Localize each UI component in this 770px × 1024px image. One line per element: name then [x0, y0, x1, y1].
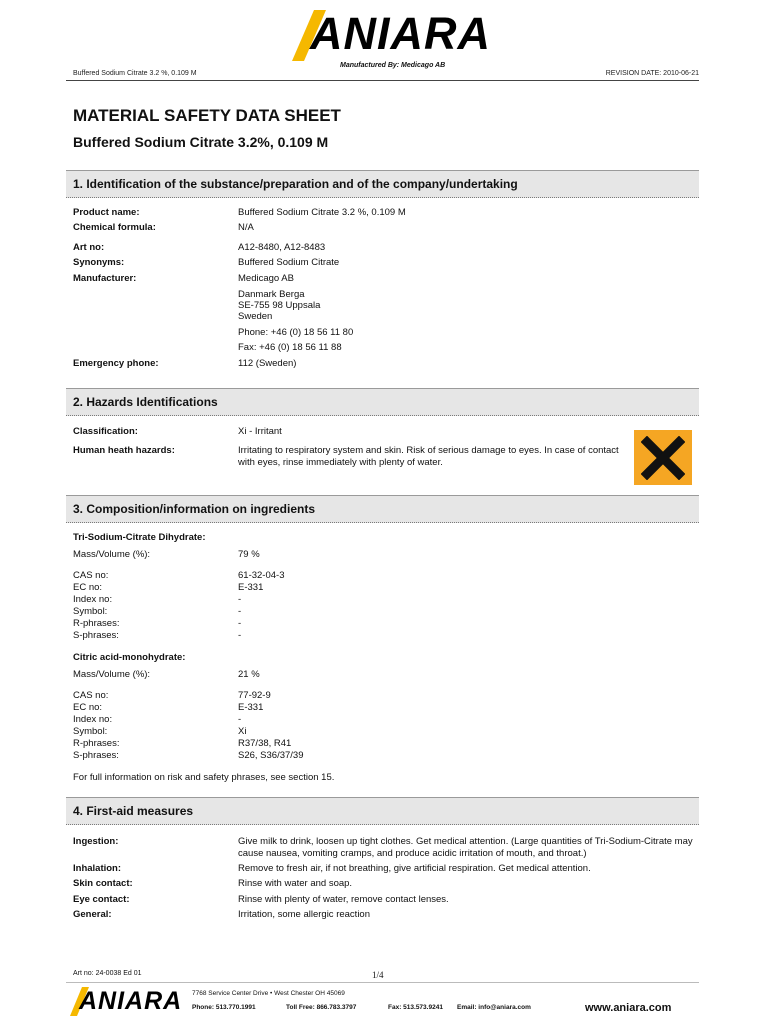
- ingredient-1-mass-label: Mass/Volume (%):: [73, 549, 151, 560]
- header-revision-date: REVISION DATE: 2010-06-21: [605, 70, 699, 77]
- manufacturer-label: Manufacturer:: [73, 273, 137, 284]
- ingredient-1-s-value: -: [238, 630, 242, 641]
- section-2-heading: 2. Hazards Identifications: [73, 395, 218, 409]
- section-4-heading: 4. First-aid measures: [73, 804, 194, 818]
- skin-contact-label: Skin contact:: [73, 878, 133, 889]
- human-health-value: Irritating to respiratory system and skin. Risk of serious damage to eyes. In case of contact with eyes, rinse immediately with plenty of water.: [238, 445, 619, 468]
- product-name-value: Buffered Sodium Citrate 3.2 %, 0.109 M: [238, 207, 406, 218]
- ingredient-2-index-value: -: [238, 714, 242, 725]
- footer-website[interactable]: www.aniara.com: [585, 1002, 672, 1014]
- header-divider: [66, 80, 699, 81]
- footer-phone: Phone: 513.770.1991: [192, 1004, 256, 1011]
- ingredient-2-ec-label: EC no:: [73, 702, 103, 713]
- page-title: MATERIAL SAFETY DATA SHEET: [73, 106, 341, 125]
- ingredient-1-index-label: Index no:: [73, 594, 113, 605]
- ingredient-1-cas-label: CAS no:: [73, 570, 109, 581]
- ingredient-1-ec-label: EC no:: [73, 582, 103, 593]
- ingredient-1-index-value: -: [238, 594, 242, 605]
- footer-art-no: Art no: 24-0038 Ed 01: [73, 970, 142, 977]
- ingredient-2-r-value: R37/38, R41: [238, 738, 292, 749]
- ingredient-2-cas-value: 77-92-9: [238, 690, 271, 701]
- eye-contact-value: Rinse with plenty of water, remove contact lenses.: [238, 894, 449, 905]
- page-subtitle: Buffered Sodium Citrate 3.2%, 0.109 M: [73, 134, 329, 150]
- emergency-phone-label: Emergency phone:: [73, 358, 159, 369]
- manufacturer-name: Medicago AB: [238, 273, 294, 284]
- footer-divider: [66, 982, 699, 983]
- footer-address: 7768 Service Center Drive • West Chester OH 45069: [192, 990, 345, 997]
- general-label: General:: [73, 909, 112, 920]
- ingredient-1-s-label: S-phrases:: [73, 630, 119, 641]
- ingredient-2-name: Citric acid-monohydrate:: [73, 652, 186, 663]
- manufacturer-address-1: Danmark Berga: [238, 289, 305, 300]
- section-4-header: [66, 797, 699, 825]
- skin-contact-value: Rinse with water and soap.: [238, 878, 353, 889]
- header-logo: [288, 6, 498, 62]
- general-value: Irritation, some allergic reaction: [238, 909, 370, 920]
- section-3-heading: 3. Composition/information on ingredients: [73, 502, 315, 516]
- irritant-x-icon: [634, 430, 692, 485]
- manufacturer-phone: Phone: +46 (0) 18 56 11 80: [238, 327, 354, 338]
- section-3-note: For full information on risk and safety phrases, see section 15.: [73, 772, 335, 783]
- formula-label: Chemical formula:: [73, 222, 156, 233]
- ingredient-2-symbol-value: Xi: [238, 726, 247, 737]
- emergency-phone-value: 112 (Sweden): [238, 358, 297, 369]
- inhalation-value: Remove to fresh air, if not breathing, give artificial respiration. Get medical attention.: [238, 863, 591, 874]
- footer-fax: Fax: 513.573.9241: [388, 1004, 443, 1011]
- ingredient-2-ec-value: E-331: [238, 702, 264, 713]
- footer-email[interactable]: Email: info@aniara.com: [457, 1004, 531, 1011]
- classification-value: Xi - Irritant: [238, 426, 282, 437]
- footer-logo-text: ANIARA: [79, 987, 183, 1015]
- section-1-header: [66, 170, 699, 198]
- manufactured-by: Manufactured By: Medicago AB: [340, 62, 446, 69]
- footer-page-number: 1/4: [372, 970, 384, 980]
- section-2-header: [66, 388, 699, 416]
- footer-logo: [68, 985, 183, 1017]
- art-no-label: Art no:: [73, 242, 105, 253]
- manufacturer-fax: Fax: +46 (0) 18 56 11 88: [238, 342, 342, 353]
- ingredient-2-cas-label: CAS no:: [73, 690, 109, 701]
- ingredient-2-index-label: Index no:: [73, 714, 113, 725]
- header-product-ref: Buffered Sodium Citrate 3.2 %, 0.109 M: [73, 70, 197, 77]
- ingredient-2-symbol-label: Symbol:: [73, 726, 108, 737]
- manufacturer-address-3: Sweden: [238, 311, 273, 322]
- ingestion-label: Ingestion:: [73, 836, 119, 847]
- product-name-label: Product name:: [73, 207, 140, 218]
- eye-contact-label: Eye contact:: [73, 894, 130, 905]
- ingredient-2-r-label: R-phrases:: [73, 738, 120, 749]
- header-logo-text: ANIARA: [310, 8, 491, 59]
- ingredient-2-mass-value: 21 %: [238, 669, 260, 680]
- ingredient-1-r-label: R-phrases:: [73, 618, 120, 629]
- manufacturer-address-2: SE-755 98 Uppsala: [238, 300, 321, 311]
- ingestion-value: Give milk to drink, loosen up tight clothes. Get medical attention. (Large quantities of Tri-Sodium-Citrate may cause nausea, vomiting cramps, and produce acidic irritation of mouth, and throat.): [238, 836, 693, 859]
- ingredient-1-symbol-value: -: [238, 606, 242, 617]
- ingredient-1-symbol-label: Symbol:: [73, 606, 108, 617]
- section-3-header: [66, 495, 699, 523]
- ingredient-1-cas-value: 61-32-04-3: [238, 570, 285, 581]
- ingredient-1-r-value: -: [238, 618, 242, 629]
- formula-value: N/A: [238, 222, 254, 233]
- ingredient-2-s-label: S-phrases:: [73, 750, 119, 761]
- section-1-heading: 1. Identification of the substance/preparation and of the company/undertaking: [73, 177, 518, 191]
- ingredient-2-s-value: S26, S36/37/39: [238, 750, 304, 761]
- inhalation-label: Inhalation:: [73, 863, 122, 874]
- classification-label: Classification:: [73, 426, 138, 437]
- synonyms-value: Buffered Sodium Citrate: [238, 257, 340, 268]
- human-health-label: Human heath hazards:: [73, 445, 175, 456]
- ingredient-2-mass-label: Mass/Volume (%):: [73, 669, 151, 680]
- footer-tollfree: Toll Free: 866.783.3797: [286, 1004, 357, 1011]
- ingredient-1-name: Tri-Sodium-Citrate Dihydrate:: [73, 532, 206, 543]
- ingredient-1-mass-value: 79 %: [238, 549, 260, 560]
- art-no-value: A12-8480, A12-8483: [238, 242, 326, 253]
- synonyms-label: Synonyms:: [73, 257, 125, 268]
- ingredient-1-ec-value: E-331: [238, 582, 264, 593]
